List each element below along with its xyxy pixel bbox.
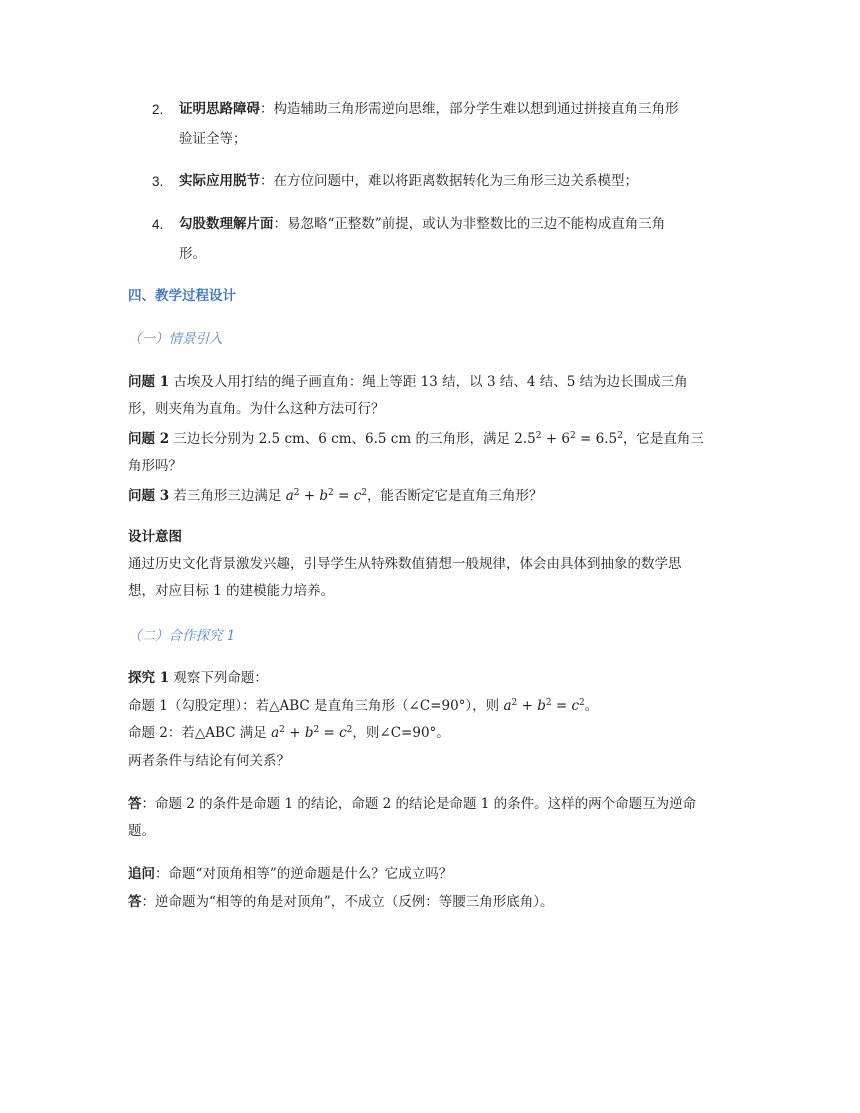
proposition-2-line — [128, 727, 450, 741]
explore-1-line — [128, 672, 268, 686]
list-item-3-line-1 — [179, 175, 638, 189]
list-item-2-line-2: 验证全等； — [179, 131, 247, 147]
list-item-2-bold: 证明思路障碍 — [179, 101, 260, 117]
proposition-1-text: 命题 1（勾股定理）：若△ABC 是直角三角形（∠C=90°），则 — [128, 698, 500, 714]
section-heading-4: 四、教学过程设计 — [128, 288, 236, 304]
proposition-1-line — [128, 700, 598, 714]
answer-1-line-2: 题。 — [128, 823, 155, 839]
question-2-label: 问题 2 — [128, 431, 170, 447]
list-item-2-text: ：构造辅助三角形需逆向思维，部分学生难以想到通过拼接直角三角形 — [260, 101, 679, 117]
proposition-1-end: 。 — [584, 698, 599, 714]
explore-1-text: 观察下列命题： — [173, 670, 268, 686]
question-3-label: 问题 3 — [128, 488, 170, 504]
follow-up-line — [128, 868, 452, 882]
answer-1-line-1 — [128, 798, 696, 812]
question-3-line-1 — [128, 490, 542, 504]
list-number-4: 4. — [152, 217, 164, 232]
question-2-line-1 — [128, 433, 704, 447]
list-item-2-line-1 — [179, 103, 679, 117]
answer-2-line — [128, 896, 554, 910]
question-3-text-a: 若三角形三边满足 — [173, 488, 282, 504]
question-2-text-a: 三边长分别为 2.5 cm、6 cm、6.5 cm 的三角形，满足 — [173, 431, 510, 447]
design-intent-line-2: 想，对应目标 1 的建模能力培养。 — [128, 583, 335, 599]
subsection-heading-2: （二）合作探究 1 — [128, 628, 236, 644]
answer-2-label: 答 — [128, 894, 142, 910]
follow-up-label: 追问 — [128, 866, 155, 882]
list-item-3-text: ：在方位问题中，难以将距离数据转化为三角形三边关系模型； — [260, 173, 638, 189]
list-number-3: 3. — [152, 174, 164, 189]
list-item-4-bold: 勾股数理解片面 — [179, 216, 274, 232]
question-2-text-b: ，它是直角三 — [622, 431, 704, 447]
list-item-3-bold: 实际应用脱节 — [179, 173, 260, 189]
proposition-2-text: 命题 2：若△ABC 满足 — [128, 725, 267, 741]
question-2-line-2: 角形吗？ — [128, 458, 182, 474]
proposition-2-end: ，则∠C=90°。 — [352, 725, 450, 741]
follow-up-text: ：命题“对顶角相等”的逆命题是什么？它成立吗？ — [155, 866, 453, 882]
answer-1-label: 答 — [128, 796, 142, 812]
explore-1-label: 探究 1 — [128, 670, 170, 686]
question-1-line-2: 形，则夹角为直角。为什么这种方法可行？ — [128, 401, 385, 417]
relation-question: 两者条件与结论有何关系？ — [128, 753, 290, 769]
question-1-label: 问题 1 — [128, 374, 170, 390]
question-3-text-b: ，能否断定它是直角三角形？ — [366, 488, 543, 504]
question-2-equation: $2.5^2 + 6^2 = 6.5^2$ — [514, 431, 623, 447]
list-item-4-line-1 — [179, 218, 665, 232]
design-intent-title: 设计意图 — [128, 529, 182, 545]
proposition-2-equation: $a^2 + b^2 = c^2$ — [271, 725, 353, 741]
question-1-line-1 — [128, 376, 688, 390]
proposition-1-equation: $a^2 + b^2 = c^2$ — [503, 698, 585, 714]
design-intent-line-1: 通过历史文化背景激发兴趣，引导学生从特殊数值猜想一般规律，体会由具体到抽象的数学思 — [128, 556, 682, 572]
answer-2-text: ：逆命题为“相等的角是对顶角”，不成立（反例：等腰三角形底角）。 — [141, 894, 554, 910]
list-item-4-line-2: 形。 — [179, 246, 206, 262]
question-1-text: 古埃及人用打结的绳子画直角：绳上等距 13 结，以 3 结、4 结、5 结为边长围成三角 — [173, 374, 688, 390]
list-number-2: 2. — [152, 102, 164, 117]
subsection-heading-1: （一）情景引入 — [128, 331, 223, 347]
list-item-4-text: ：易忽略“正整数”前提，或认为非整数比的三边不能构成直角三角 — [273, 216, 666, 232]
question-3-equation: $a^2 + b^2 = c^2$ — [285, 488, 367, 504]
answer-1-text: ：命题 2 的条件是命题 1 的结论，命题 2 的结论是命题 1 的条件。这样的两个命题互为逆命 — [141, 796, 697, 812]
